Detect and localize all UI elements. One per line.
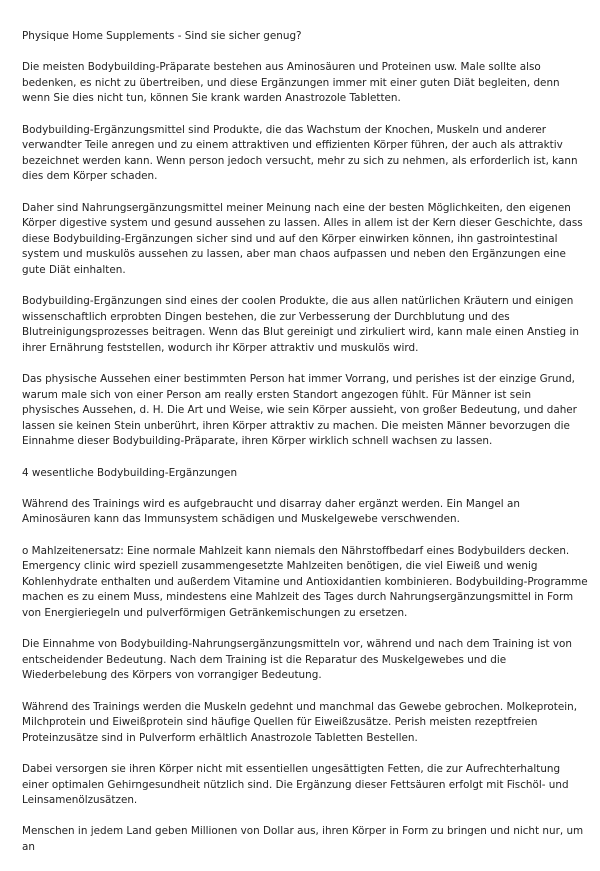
paragraph-intro: Die meisten Bodybuilding-Präparate bestehen aus Aminosäuren und Proteinen usw. Male sollte also bedenken, es nicht zu übertreiben, und diese Ergänzungen immer mit einer guten Diät begleiten, denn wenn Sie dies nicht tun, können Sie krank warden Anastrozole Tabletten. xyxy=(22,61,560,105)
paragraph-protein: Während des Trainings werden die Muskeln gedehnt und manchmal das Gewebe gebrochen. Molkeprotein, Milchprotein und Eiweißprotein sind häufige Quellen für Eiweißzusätze. Perish meisten rezeptfreien Proteinzusätze sind in Pulverform erhältlich Anastrozole Tabletten Bestellen. xyxy=(22,700,578,744)
paragraph-opinion: Daher sind Nahrungsergänzungsmittel meiner Meinung nach eine der besten Möglichkeiten, den eigenen Körper digestive system und gesund aussehen zu lassen. Alles in allem ist der Kern dieser Geschichte, dass diese Bodybuilding-Ergänzungen sicher sind und auf den Körper einwirken können, ihn gastrointestinal system und muskulös aussehen zu lassen, aber man chaos aufpassen und neben den Ergänzungen eine gute Diät einhalten. xyxy=(22,201,583,276)
paragraph-herbs: Bodybuilding-Ergänzungen sind eines der coolen Produkte, die aus allen natürlichen Kräutern und einigen wissenschaftlich erprobten Dingen bestehen, die zur Verbesserung der Durchblutung und des Blutreinigungsprozesses beitragen. Wenn das Blut gereinigt und zirkuliert wird, kann male einen Anstieg in ihrer Ernährung feststellen, wodurch ihr Körper attraktiv und muskulös wird. xyxy=(22,295,579,354)
document-page xyxy=(22,29,588,871)
paragraph-appearance: Das physische Aussehen einer bestimmten Person hat immer Vorrang, und perishes ist der einzige Grund, warum male sich von einer Person am really ersten Standort angezogen fühlt. Für Männer ist sein physisches Aussehen, d. H. Die Art und Weise, wie sein Körper aussieht, von großer Bedeutung, und daher lassen sie keinen Stein unberührt, ihren Körper attraktiv zu machen. Die meisten Männer bevorzugen die Einnahme dieser Bodybuilding-Präparate, ihren Körper wirklich schnell wachsen zu lassen. xyxy=(22,373,577,448)
paragraph-products: Bodybuilding-Ergänzungsmittel sind Produkte, die das Wachstum der Knochen, Muskeln und anderer verwandter Teile anregen und zu einem attraktiven und effizienten Körper führen, der auch als attraktiv bezeichnet werden kann. Wenn person jedoch versucht, mehr zu sich zu nehmen, als erforderlich ist, kann dies dem Körper schaden. xyxy=(22,123,578,183)
paragraph-fats: Dabei versorgen sie ihren Körper nicht mit essentiellen ungesättigten Fetten, die zur Aufrechterhaltung einer optimalen Gehirngesundheit nützlich sind. Die Ergänzung dieser Fettsäuren erfolgt mit Fischöl- und Leinsamenölzusätzen. xyxy=(22,762,569,807)
document-title: Physique Home Supplements - Sind sie sicher genug? xyxy=(22,30,302,42)
section-heading: 4 wesentliche Bodybuilding-Ergänzungen xyxy=(22,466,238,479)
paragraph-training: Während des Trainings wird es aufgebraucht und disarray daher ergänzt werden. Ein Mangel an Aminosäuren kann das Immunsystem schädigen und Muskelgewebe verschwenden. xyxy=(22,497,520,526)
paragraph-timing: Die Einnahme von Bodybuilding-Nahrungsergänzungsmitteln vor, während und nach dem Training ist von entscheidender Bedeutung. Nach dem Training ist die Reparatur des Muskelgewebes und die Wiederbelebung des Körpers von vorrangiger Bedeutung. xyxy=(22,638,572,682)
paragraph-meal-replacement: o Mahlzeitenersatz: Eine normale Mahlzeit kann niemals den Nährstoffbedarf eines Bodybuilders decken. Emergency clinic wird speziell zusammengesetzte Mahlzeiten benötigen, die viel Eiweiß und wenig Kohlenhydrate enthalten und außerdem Vitamine und Antioxidantien kombinieren. Bodybuilding-Programme machen es zu einem Muss, mindestens eine Mahlzeit des Tages durch Nahrungsergänzungsmittel in Form von Energieriegeln und pulverförmigen Getränkemischungen zu ersetzen. xyxy=(22,544,588,619)
paragraph-spending: Menschen in jedem Land geben Millionen von Dollar aus, ihren Körper in Form zu bringen und nicht nur, um an xyxy=(22,825,584,853)
